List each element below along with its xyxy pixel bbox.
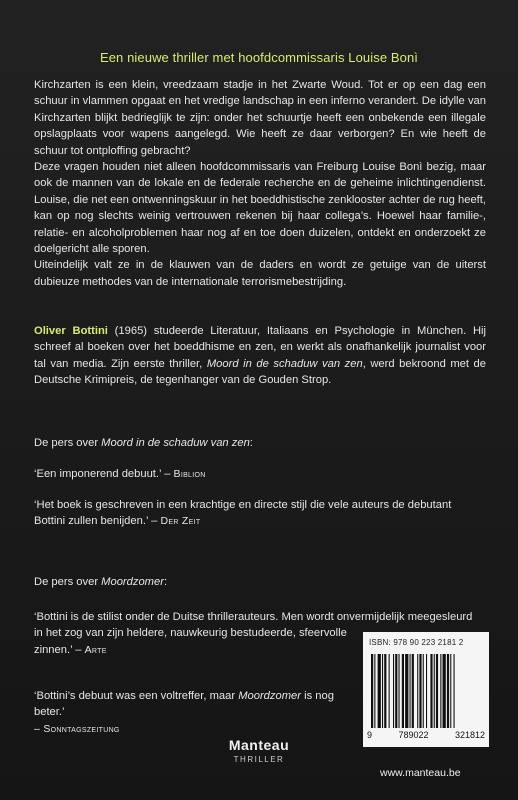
quote-source: – Sonntagszeitung <box>34 722 120 735</box>
publisher-logo <box>200 737 318 764</box>
press-quote-4: ‘Bottini’s debuut was een voltreffer, maar Moordzomer is nog beter.’ – Sonntagszeitung <box>34 688 354 737</box>
barcode-bar <box>405 654 408 728</box>
barcode-bar <box>389 654 390 728</box>
barcode-bar <box>447 654 449 728</box>
barcode-bar <box>378 654 381 728</box>
quote-source: Biblion <box>173 468 206 480</box>
press-quote-2: ‘Het boek is geschreven in een krachtige en directe stijl die vele auteurs de debutant Bottini zullen benijden.’ – Der Zeit <box>34 499 452 528</box>
press-heading-2: De pers over Moordzomer: <box>34 576 168 588</box>
barcode-bar <box>382 654 383 728</box>
barcode-bar <box>419 654 421 728</box>
barcode-bar <box>450 654 451 728</box>
barcode-bar <box>426 654 427 728</box>
barcode-bar <box>436 654 438 728</box>
barcode-bar <box>395 654 397 728</box>
blurb-paragraph-3: Uiteindelijk valt ze in de klauwen van de daders en wordt ze getuige van de uiterst dubieuze methodes van de internationale terrorismebestrijding. <box>34 259 486 288</box>
author-name: Oliver Bottini <box>34 325 108 337</box>
tagline: Een nieuwe thriller met hoofdcommissaris Louise Bonì <box>99 50 419 65</box>
barcode-bar <box>384 654 386 728</box>
barcode-bar <box>443 654 446 728</box>
barcode-bar <box>430 654 432 728</box>
publisher-url: www.manteau.be <box>380 767 461 779</box>
bio-book-title: Moord in de schaduw van zen <box>206 357 363 370</box>
barcode-bar <box>410 654 411 728</box>
barcode-bar <box>423 654 424 728</box>
barcode-bar <box>402 654 404 728</box>
genre-label: THRILLER <box>233 755 285 764</box>
blurb-paragraph-1: Kirchzarten is een klein, vreedzaam stadje in het Zwarte Woud. Tot er op een dag een schuur in vlammen opgaat en het vredige landschap in een inferno verandert. De idylle van Kirchzarten blijkt bedrieglijk te zijn: onder het schuurtje heeft een onbekende een illegale opslagplaats voor wapens aangelegd. Wie heeft ze daar verborgen? En wie heeft de schuur tot ontploffing gebracht? <box>34 79 486 157</box>
blurb <box>34 77 486 290</box>
barcode <box>363 632 489 747</box>
barcode-bar <box>454 654 455 728</box>
quote-source: Der Zeit <box>160 515 201 528</box>
author-bio <box>34 323 486 389</box>
bio-text-2: , werd bekroond met de Deutsche Krimipreis, de tegenhanger van de Gouden Strop. <box>34 357 486 387</box>
barcode-bar <box>371 654 373 728</box>
press-quote-3: ‘Bottini is de stilist onder de Duitse thrillerauteurs. Men wordt onvermijdelijk meegesleurd in het zog van zijn heldere, nauwkeurig bestudeerde, sfeervolle zinnen.’ – Arte <box>34 611 473 656</box>
blurb-paragraph-2: Deze vragen houden niet alleen hoofdcommissaris van Freiburg Louise Bonì bezig, maar ook de mannen van de lokale en de federale recherche en de geheime inlichtingendienst. Louise, die net een ontwenningskuur in het boeddhistische zenklooster achter de rug heeft, kan op nog slechts weinig vertrouwen rekenen bij haar collega’s. Hoewel haar familie-, relatie- en alcoholproblemen haar nog af en toe doen duizelen, ontdekt en onderzoekt ze doelgericht alle sporen. <box>34 161 486 256</box>
barcode-bar <box>440 654 441 728</box>
publisher-name: Manteau <box>228 737 290 753</box>
barcode-bar <box>393 654 394 728</box>
barcode-digits: 9 789022 321812 <box>367 730 485 740</box>
barcode-bar <box>434 654 435 728</box>
barcode-bar <box>417 654 418 728</box>
quote-source: Arte <box>84 643 107 656</box>
press-heading-1: De pers over Moord in de schaduw van zen: <box>34 437 253 449</box>
barcode-bar <box>374 654 375 728</box>
press-quote-1: ‘Een imponerend debuut.’ – Biblion <box>34 468 206 480</box>
barcode-bar <box>412 654 414 728</box>
bio-text-1: (1965) studeerde Literatuur, Italiaans en Psychologie in München. Hij schreef al boeken over het boeddhisme en zen, en werkt als onafhankelijk journalist voor tal van media. Zijn eerste thriller, <box>34 325 486 370</box>
barcode-bar <box>399 654 400 728</box>
isbn-label: ISBN: 978 90 223 2181 2 <box>369 638 464 647</box>
